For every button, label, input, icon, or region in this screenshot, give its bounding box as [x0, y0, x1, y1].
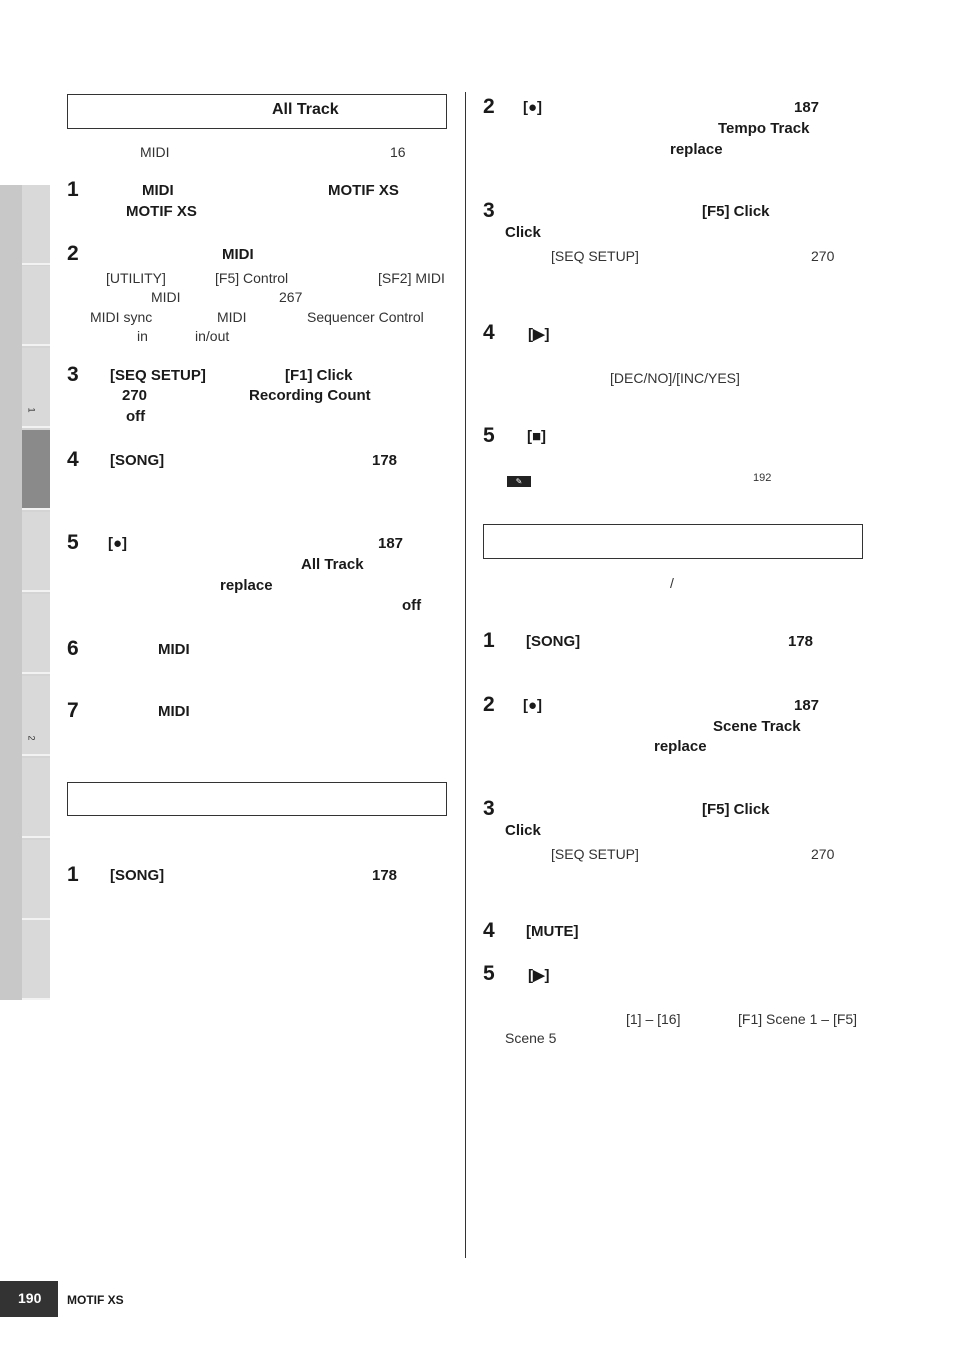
- sidebar-tab-8[interactable]: [22, 758, 50, 838]
- step-text: replace: [670, 141, 723, 158]
- body-text: /: [670, 575, 674, 591]
- sidebar-tab-9[interactable]: [22, 840, 50, 920]
- track-buttons-ref: [1] – [16]: [626, 1011, 681, 1027]
- step-number: 1: [483, 629, 495, 652]
- sidebar-tab-4-active[interactable]: [22, 430, 50, 510]
- page-ref: 187: [794, 697, 820, 714]
- seq-setup-ref: [SEQ SETUP]: [551, 248, 639, 264]
- step-number: 4: [67, 448, 79, 471]
- sidebar-tab-3[interactable]: [22, 348, 50, 428]
- step-text: MIDI: [222, 246, 254, 263]
- sidebar-strip: [0, 185, 22, 1000]
- record-button-ref: [●]: [108, 535, 128, 552]
- section-title-all-track: All Track: [272, 101, 339, 118]
- step-text: replace: [654, 738, 707, 755]
- step-text: off: [126, 408, 146, 425]
- sidebar-label-1: 1: [26, 407, 37, 413]
- sidebar-tab-1[interactable]: [22, 185, 50, 265]
- body-text: MIDI: [151, 289, 181, 305]
- body-text: in: [137, 328, 148, 344]
- section-box-tempo-track: [67, 782, 447, 816]
- step-text: MOTIF XS: [328, 182, 399, 199]
- intro-midi: MIDI: [140, 144, 170, 160]
- play-button-ref: [▶]: [528, 967, 550, 984]
- section-box-all-track: [67, 94, 447, 129]
- step-number: 2: [483, 95, 495, 118]
- step-text: [SONG]: [526, 633, 581, 650]
- sidebar-tab-5[interactable]: [22, 512, 50, 592]
- page-number: 190: [18, 1290, 42, 1306]
- step-number: 3: [67, 363, 79, 386]
- scene-buttons-ref: [F1] Scene 1 – [F5]: [738, 1011, 858, 1027]
- step-text: Click: [505, 822, 541, 839]
- product-name: MOTIF XS: [67, 1293, 124, 1307]
- step-text: All Track: [301, 556, 364, 573]
- step-text: Tempo Track: [718, 120, 810, 137]
- step-number: 4: [483, 919, 495, 942]
- dec-inc-ref: [DEC/NO]/[INC/YES]: [610, 370, 740, 386]
- body-text: Scene 5: [505, 1030, 557, 1046]
- step-text: Click: [505, 224, 541, 241]
- f5-control-ref: [F5] Control: [215, 270, 289, 286]
- step-number: 2: [483, 693, 495, 716]
- sidebar-tab-7[interactable]: [22, 676, 50, 756]
- step-text: MIDI: [142, 182, 174, 199]
- record-button-ref: [●]: [523, 697, 543, 714]
- step-number: 4: [483, 321, 495, 344]
- note-page-ref: 192: [753, 472, 772, 484]
- step-text: [F5] Click: [702, 801, 770, 818]
- step-text: replace: [220, 577, 273, 594]
- page-ref: 187: [378, 535, 404, 552]
- sidebar-tab-10[interactable]: [22, 920, 50, 1000]
- page-ref: 270: [811, 248, 835, 264]
- step-text: MIDI: [158, 703, 190, 720]
- step-number: 2: [67, 242, 79, 265]
- page-ref: 178: [372, 867, 398, 884]
- step-text: [SEQ SETUP]: [110, 367, 206, 384]
- body-text: MIDI sync: [90, 309, 153, 325]
- column-divider: [465, 92, 466, 1258]
- step-number: 1: [67, 863, 79, 886]
- step-text: [F5] Click: [702, 203, 770, 220]
- body-text: in/out: [195, 328, 230, 344]
- record-button-ref: [●]: [523, 99, 543, 116]
- step-text: [F1] Click: [285, 367, 353, 384]
- note-icon: ✎: [507, 476, 531, 487]
- sidebar-tab-6[interactable]: [22, 594, 50, 674]
- step-number: 3: [483, 797, 495, 820]
- step-text: Scene Track: [713, 718, 801, 735]
- page-ref: 270: [811, 846, 835, 862]
- section-box-scene-track: [483, 524, 863, 559]
- step-number: 5: [67, 531, 79, 554]
- step-number: 7: [67, 699, 79, 722]
- body-text: Sequencer Control: [307, 309, 424, 325]
- play-button-ref: [▶]: [528, 326, 550, 343]
- body-text: MIDI: [217, 309, 247, 325]
- step-number: 5: [483, 962, 495, 985]
- sidebar-label-2: 2: [26, 735, 37, 741]
- mute-button-ref: [MUTE]: [526, 923, 579, 940]
- step-text: [SONG]: [110, 867, 165, 884]
- sf2-midi-ref: [SF2] MIDI: [378, 270, 445, 286]
- step-text: off: [402, 597, 422, 614]
- step-number: 6: [67, 637, 79, 660]
- page-ref: 187: [794, 99, 820, 116]
- page-ref: 267: [279, 289, 303, 305]
- page-ref: 270: [122, 387, 148, 404]
- step-number: 3: [483, 199, 495, 222]
- page-ref: 178: [372, 452, 398, 469]
- intro-count: 16: [390, 144, 406, 160]
- utility-button-ref: [UTILITY]: [106, 270, 166, 286]
- step-text: MIDI: [158, 641, 190, 658]
- stop-button-ref: [■]: [527, 428, 547, 445]
- step-text: [SONG]: [110, 452, 165, 469]
- sidebar-tab-2[interactable]: [22, 266, 50, 346]
- step-number: 5: [483, 424, 495, 447]
- step-text: MOTIF XS: [126, 203, 197, 220]
- step-text: Recording Count: [249, 387, 371, 404]
- step-number: 1: [67, 178, 79, 201]
- seq-setup-ref: [SEQ SETUP]: [551, 846, 639, 862]
- page-ref: 178: [788, 633, 814, 650]
